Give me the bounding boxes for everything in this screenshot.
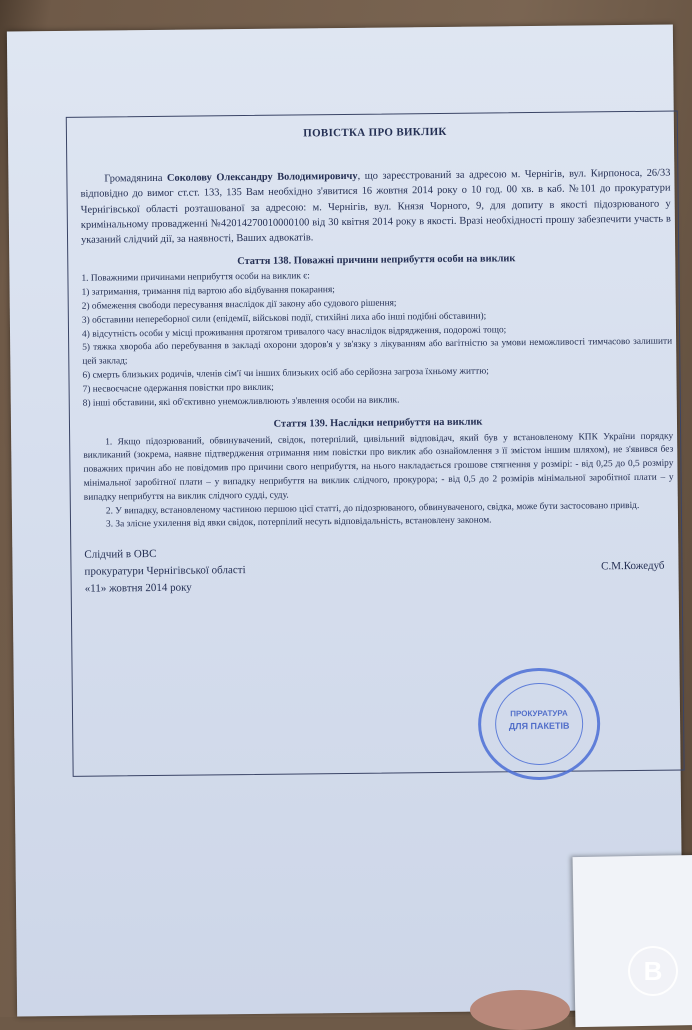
article-139-item: 1. Якщо підозрюваний, обвинувачений, свідок, потерпілий, цивільний відповідач, який був у встановленому КПК України порядку викликаний (зокрема, наявне підтвердження отримання ним повістки про виклик або ознайомлення з її змістом іншим шляхом), не з'явився без поважних причин або не повідомив про причини свого неприбуття, на нього накладається грошове стягнення у розмірі: - від 0,25 до 0,5 розміру мінімальної заробітної плати – у випадку неприбуття на виклик слідчого, прокурора; - від 0,5 до 2 розмірів мінімальної заробітної плати – у випадку неприбуття на виклик слідчого судді, суду. xyxy=(83,431,674,503)
signature-block xyxy=(84,541,675,598)
summons-text xyxy=(80,166,671,248)
stamp-ring-text: ПРОКУРАТУРА xyxy=(510,708,568,719)
logo-letter: В xyxy=(643,955,663,986)
summons-body: , що зареєстрований за адресою м. Чернігів, вул. Кирпоноса, 26/33 відповідно до вимог ст.ст. 133, 135 Вам необхідно з'явитися 16 жовтня 2014 року о 10 год. 00 хв. в каб. №101 до прокуратури Чернігівської області розташованої за адресою: м. Чернігів, вул. Князя Чорного, 9, для допиту в якості підозрюваного у кримінальному провадженні №42014270010000100 від 30 квітня 2014 року в якості. Вразі необхідності прошу забезпечити участь в указаний слідчий дії, за наявності, Ваших адвокатів. xyxy=(80,167,671,246)
article-138-item: 1. Поважними причинами неприбуття особи на виклик є: xyxy=(81,271,310,285)
addressee-prefix: Громадянина xyxy=(104,173,163,185)
article-138-item: 1) затримання, тримання під вартою або відбування покарання; xyxy=(81,285,335,298)
article-138-item: 6) смерть близьких родичів, членів сім'ї чи інших близьких осіб або серйозна загроза їхньому життю; xyxy=(82,366,489,381)
document-title: ПОВІСТКА ПРО ВИКЛИК xyxy=(303,125,447,140)
signature-date: «11» жовтня 2014 року xyxy=(84,581,192,595)
article-139-item: 3. За злісне ухилення від явки свідок, потерпілий несуть відповідальність, встановлену законом. xyxy=(105,515,492,530)
overlapping-paper xyxy=(573,855,692,1027)
article-138-item: 2) обмеження свободи пересування внаслідок дії закону або судового рішення; xyxy=(81,298,397,312)
article-138-item: 8) інші обставини, які об'єктивно унеможливлюють з'явлення особи на виклик. xyxy=(82,395,400,409)
article-138-heading: Стаття 138. Поважні причини неприбуття особи на виклик xyxy=(237,253,516,268)
article-139-item: 2. У випадку, встановленому частиною першою цієї статті, до підозрюваного, обвинуваченого, свідка, може бути застосовано привід. xyxy=(105,500,640,517)
article-139-heading: Стаття 139. Наслідки неприбуття на виклик xyxy=(273,416,483,431)
signer-office: прокуратури Чернігівської області xyxy=(84,564,246,578)
article-138-item: 5) тяжка хвороба або перебування в закладі охорони здоров'я у зв'язку з лікуванням або вагітністю за умови неможливості тимчасово залишити цей заклад; xyxy=(82,336,673,367)
document-content xyxy=(80,121,675,598)
signer-name: С.М.Кожедуб xyxy=(601,559,665,573)
watermark-logo-icon xyxy=(628,946,678,996)
article-138-item: 4) відсутність особи у місці проживання протягом тривалого часу внаслідок відрядження, подорожі тощо; xyxy=(81,324,507,340)
signer-position: Слідчий в ОВС xyxy=(84,548,157,561)
article-138-item: 3) обставини непереборної сили (епідемії, військові події, стихійні лиха або інші подібні обставини); xyxy=(81,311,487,326)
stamp-center-text: ДЛЯ ПАКЕТІВ xyxy=(508,720,570,732)
addressee-name: Соколову Олександру Володимировичу xyxy=(166,171,358,185)
article-138-item: 7) несвоєчасне одержання повістки про виклик; xyxy=(82,382,274,395)
finger-shadow xyxy=(470,990,570,1030)
